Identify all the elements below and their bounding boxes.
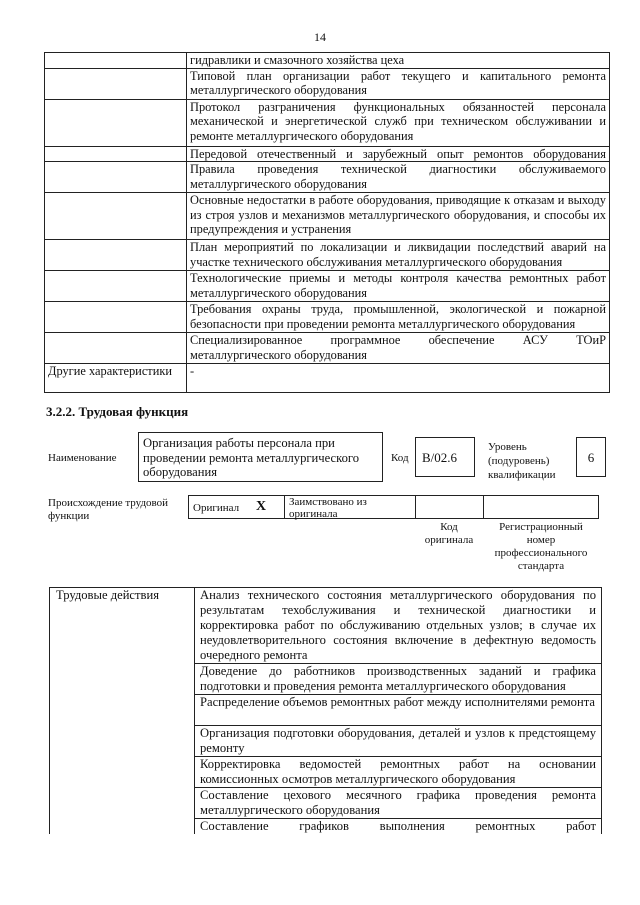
action-row: Доведение до работников производственных заданий и графика подготовки и проведения ремонта металлургического оборудования [195,664,602,695]
action-row: Анализ технического состояния металлургического оборудования по результатам техобслуживания и технической диагностики и корректировка работ по обслуживанию отдельных узлов; в случае их неудовлетворительного состояния включение в дефектную ведомость очередного ремонта [195,588,602,664]
action-row: Составление графиков выполнения ремонтных работ [195,819,602,835]
knowledge-row: Специализированное программное обеспечение АСУ ТОиР металлургического оборудования [187,333,610,364]
original-label: Оригинал [193,502,240,514]
function-name: Организация работы персонала при проведении ремонта металлургического оборудования [138,432,383,482]
knowledge-row: План мероприятий по локализации и ликвидации последствий аварий на участке технического обслуживания металлургического оборудования [187,240,610,271]
labor-actions-table [49,587,602,834]
knowledge-table [44,52,610,393]
knowledge-row: Требования охраны труда, промышленной, экологической и пожарной безопасности при проведении ремонта металлургического оборудования [187,302,610,333]
origin-label: Происхождение трудовой функции [48,497,169,522]
knowledge-row: гидравлики и смазочного хозяйства цеха [187,53,610,69]
reg-number-label: Регистрационный номер профессионального стандарта [494,521,588,572]
action-row: Корректировка ведомостей ремонтных работ на основании комиссионных осмотров металлургического оборудования [195,757,602,788]
labor-actions-label: Трудовые действия [50,588,195,835]
knowledge-row: Передовой отечественный и зарубежный опыт ремонтов оборудования [187,146,610,162]
knowledge-row: Типовой план организации работ текущего и капитального ремонта металлургического оборудования [187,68,610,99]
original-mark: X [256,499,267,514]
other-characteristics-value: - [187,364,610,393]
knowledge-row: Протокол разграничения функциональных обязанностей персонала механической и энергетической служб при техническом обслуживании и ремонте металлургического оборудования [187,99,610,146]
borrowed-label: Заимствовано из оригинала [289,496,367,520]
action-row: Организация подготовки оборудования, деталей и узлов к предстоящему ремонту [195,726,602,757]
code-label: Код [391,452,409,464]
code-original-label: Код оригинала [424,521,474,546]
code-value: В/02.6 [415,437,475,477]
action-row: Составление цехового месячного графика проведения ремонта металлургического оборудования [195,788,602,819]
page-number: 14 [314,30,326,44]
action-row: Распределение объемов ремонтных работ между исполнителями ремонта [195,695,602,726]
level-label: Уровень (подуровень) квалификации [488,441,556,481]
level-value: 6 [576,437,606,477]
origin-divider [415,495,416,519]
knowledge-row: Правила проведения технической диагностики обслуживаемого металлургического оборудования [187,162,610,193]
section-title: 3.2.2. Трудовая функция [46,404,189,419]
other-characteristics-label: Другие характеристики [45,364,187,393]
name-label: Наименование [48,452,117,464]
knowledge-row: Технологические приемы и методы контроля качества ремонтных работ металлургического оборудования [187,271,610,302]
origin-divider [284,495,285,519]
knowledge-row: Основные недостатки в работе оборудования, приводящие к отказам и выходу из строя узлов и механизмов металлургического оборудования, и способы их предупреждения и устранения [187,193,610,240]
origin-divider [483,495,484,519]
